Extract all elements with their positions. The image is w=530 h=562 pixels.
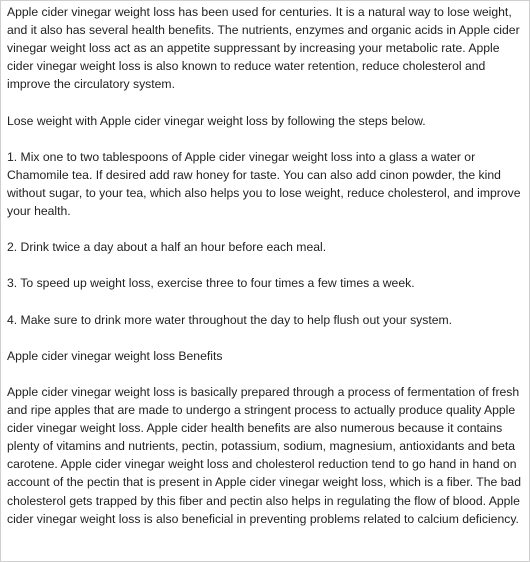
benefits-paragraph: Apple cider vinegar weight loss is basically prepared through a process of fermentation of fresh and ripe apples that are made to undergo a stringent process to actually produce quality Apple cider vinegar weight loss. Apple cider health benefits are also numerous because it contains plenty of vitamins and nutrients, pectin, potassium, sodium, magnesium, antioxidants and beta carotene. Apple cider vinegar weight loss and cholesterol reduction tend to go hand in hand on account of the pectin that is present in Apple cider vinegar weight loss, which is a fiber. The bad cholesterol gets trapped by this fiber and pectin also helps in regulating the flow of blood. Apple cider vinegar weight loss is also beneficial in preventing problems related to calcium deficiency.: [7, 384, 521, 526]
intro-paragraph: Apple cider vinegar weight loss has been used for centuries. It is a natural way to lose weight, and it also has several health benefits. The nutrients, enzymes and organic acids in Apple cider vinegar weight loss act as an appetite suppressant by increasing your metabolic rate. Apple cider vinegar weight loss is also known to reduce water retention, reduce cholesterol and improve the circulatory system.: [7, 5, 520, 92]
step-1-paragraph: 1. Mix one to two tablespoons of Apple cider vinegar weight loss into a glass a water or Chamomile tea. If desired add raw honey for taste. You can also add cinon powder, the kind without sugar, to your tea, which also helps you to lose weight, reduce cholesterol, and improve your health.: [7, 149, 521, 219]
step-2-paragraph: 2. Drink twice a day about a half an hour before each meal.: [7, 240, 327, 255]
steps-intro-paragraph: Lose weight with Apple cider vinegar weight loss by following the steps below.: [7, 113, 426, 128]
article-body: [1, 1, 529, 528]
benefits-heading: Apple cider vinegar weight loss Benefits: [7, 348, 223, 363]
step-4-paragraph: 4. Make sure to drink more water throughout the day to help flush out your system.: [7, 312, 453, 327]
step-3-paragraph: 3. To speed up weight loss, exercise three to four times a few times a week.: [7, 276, 415, 291]
